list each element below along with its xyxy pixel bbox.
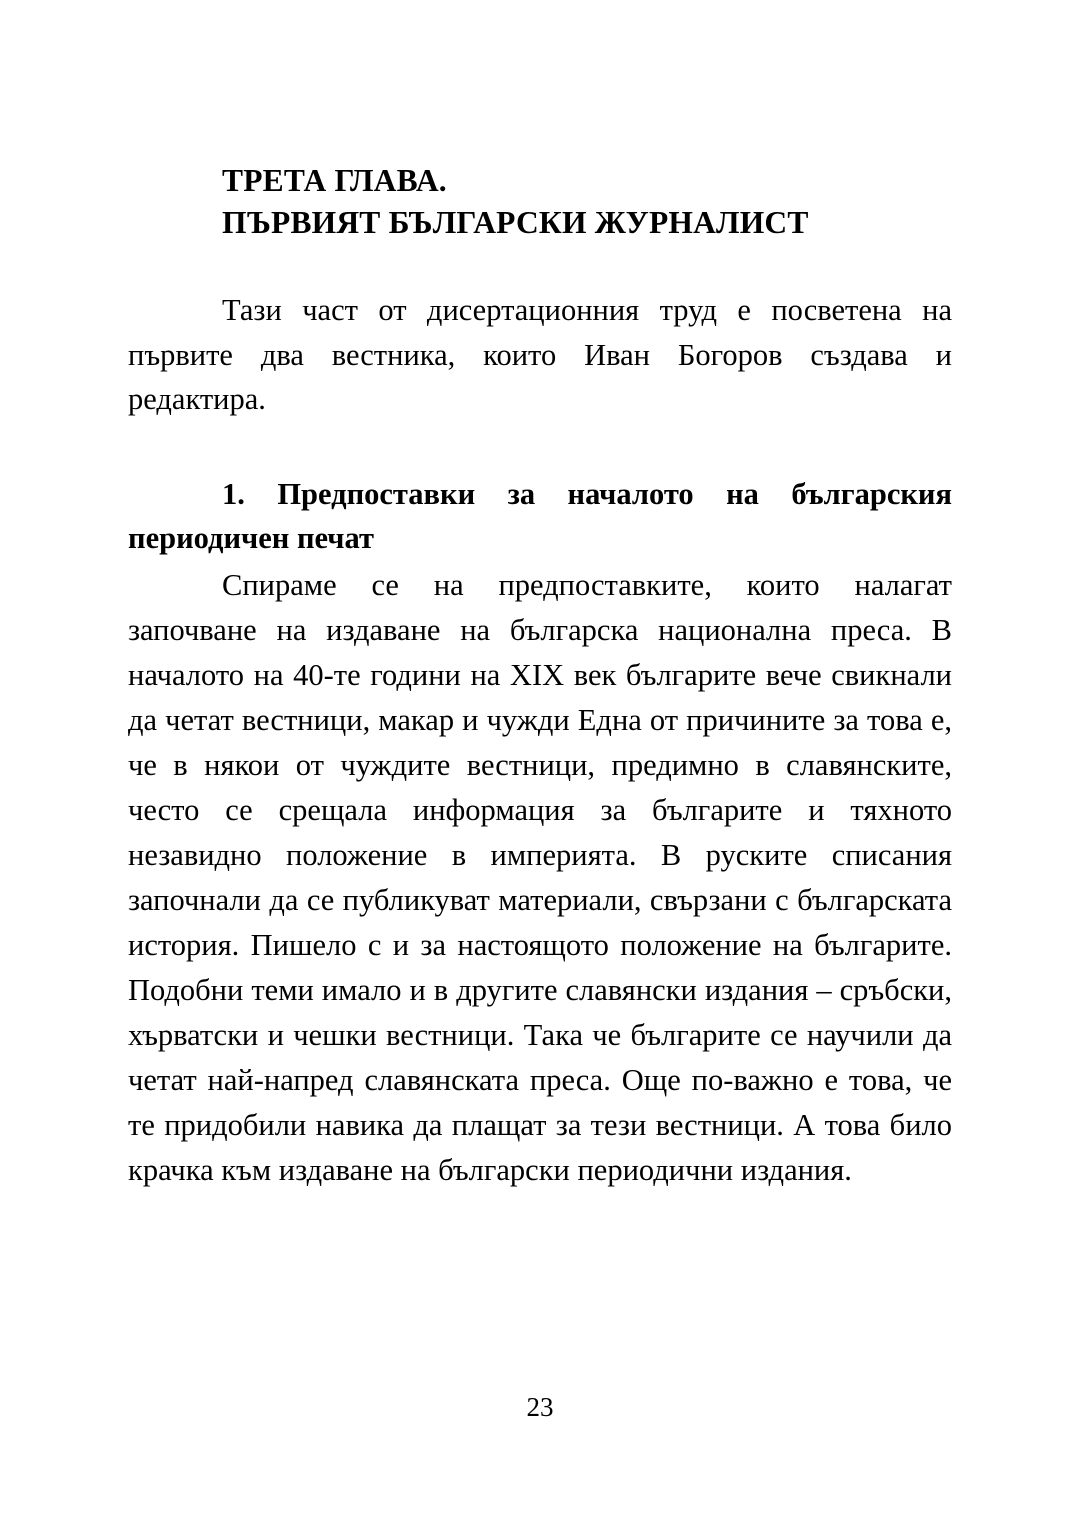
body-paragraph: Спираме се на предпоставките, които налагат започване на издаване на българска национална преса. В началото на 40-те години на XIX век българите вече свикнали да четат вестници, макар и чужди Една от причините за това е, че в някои от чуждите вестници, предимно в славянските, често се срещала информация за българите и тяхното незавидно положение в империята. В руските списания започнали да се публикуват материали, свързани с българската история. Пишело с и за настоящото положение на българите. Подобни теми имало и в другите славянски издания – сръбски, хърватски и чешки вестници. Така че българите се научили да четат най-напред славянската преса. Още по-важно е това, че те придобили навика да плащат за тези вестници. А това било крачка към издаване на български периодични издания. <box>128 567 952 1187</box>
chapter-heading-line-1: ТРЕТА ГЛАВА. <box>222 163 447 198</box>
page-number: 23 <box>526 1392 554 1422</box>
chapter-heading-line-2: ПЪРВИЯТ БЪЛГАРСКИ ЖУРНАЛИСТ <box>222 204 809 240</box>
section-heading: 1. Предпоставки за началото на българския периодичен печат <box>128 477 952 556</box>
intro-paragraph: Тази част от дисертационния труд е посветена на първите два вестника, които Иван Богоров създава и редактира. <box>128 292 952 417</box>
chapter-heading <box>128 160 952 244</box>
